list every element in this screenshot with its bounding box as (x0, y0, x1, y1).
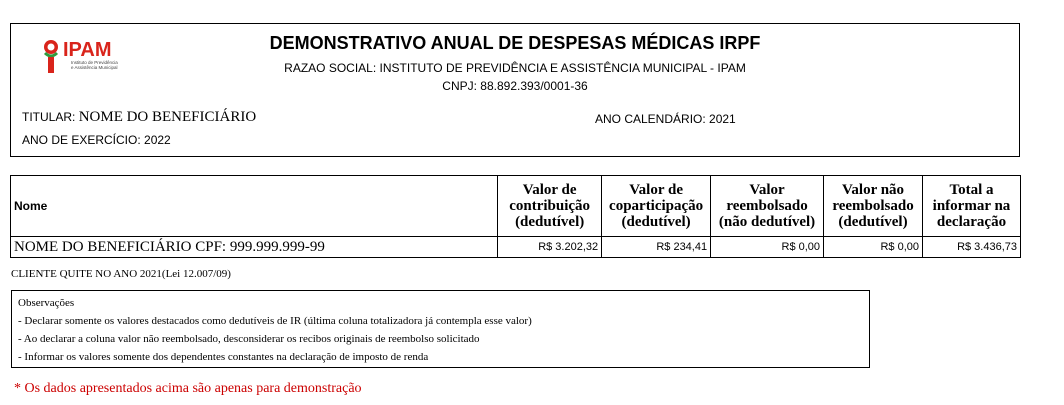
header-contribuicao: Valor de contribuição (dedutível) (498, 176, 602, 237)
header-nao-reembolsado: Valor não reembolsado (dedutível) (824, 176, 923, 237)
document-title: DEMONSTRATIVO ANUAL DE DESPESAS MÉDICAS IRPF (269, 33, 761, 53)
ano-calendario: ANO CALENDÁRIO: 2021 (595, 112, 736, 126)
observacao-line: - Declarar somente os valores destacados como dedutíveis de IR (última coluna totalizadora já contempla esse valor) (18, 315, 532, 327)
svg-text:Instituto de Previdência: Instituto de Previdência (71, 60, 118, 65)
table-header-row (11, 176, 1021, 237)
header-nome: Nome (11, 176, 498, 237)
demo-note: * Os dados apresentados acima são apenas para demonstração (14, 381, 362, 396)
observacao-line: - Ao declarar a coluna valor não reembolsado, desconsiderar os recibos originais de reembolso solicitado (18, 333, 480, 345)
cell-coparticipacao: R$ 234,41 (602, 237, 711, 258)
logo-text: IPAM (63, 39, 112, 61)
ano-exercicio: ANO DE EXERCÍCIO: 2022 (22, 133, 171, 147)
quite-notice: CLIENTE QUITE NO ANO 2021(Lei 12.007/09) (11, 268, 231, 280)
observacoes-box (11, 290, 870, 368)
titular-value: NOME DO BENEFICIÁRIO (78, 109, 257, 125)
titular (22, 109, 256, 126)
cell-nao-reembolsado: R$ 0,00 (824, 237, 923, 258)
cnpj: CNPJ: 88.892.393/0001-36 (442, 79, 588, 93)
header-reembolsado: Valor reembolsado (não dedutível) (711, 176, 824, 237)
cell-total: R$ 3.436,73 (923, 237, 1021, 258)
titular-label: TITULAR: (22, 110, 76, 124)
observacao-line: - Informar os valores somente dos dependentes constantes na declaração de imposto de renda (18, 351, 429, 363)
header-coparticipacao: Valor de coparticipação (dedutível) (602, 176, 711, 237)
table-row (11, 237, 1021, 258)
razao-social: RAZAO SOCIAL: INSTITUTO DE PREVIDÊNCIA E ASSISTÊNCIA MUNICIPAL - IPAM (284, 61, 746, 75)
header-box (10, 23, 1020, 157)
cell-contribuicao: R$ 3.202,32 (498, 237, 602, 258)
header-total: Total a informar na declaração (923, 176, 1021, 237)
cell-nome: NOME DO BENEFICIÁRIO CPF: 999.999.999-99 (11, 237, 498, 258)
svg-text:e Assistência Municipal: e Assistência Municipal (71, 65, 118, 70)
observacoes-title: Observações (18, 297, 75, 309)
expenses-table (10, 175, 1021, 258)
cell-reembolsado: R$ 0,00 (711, 237, 824, 258)
